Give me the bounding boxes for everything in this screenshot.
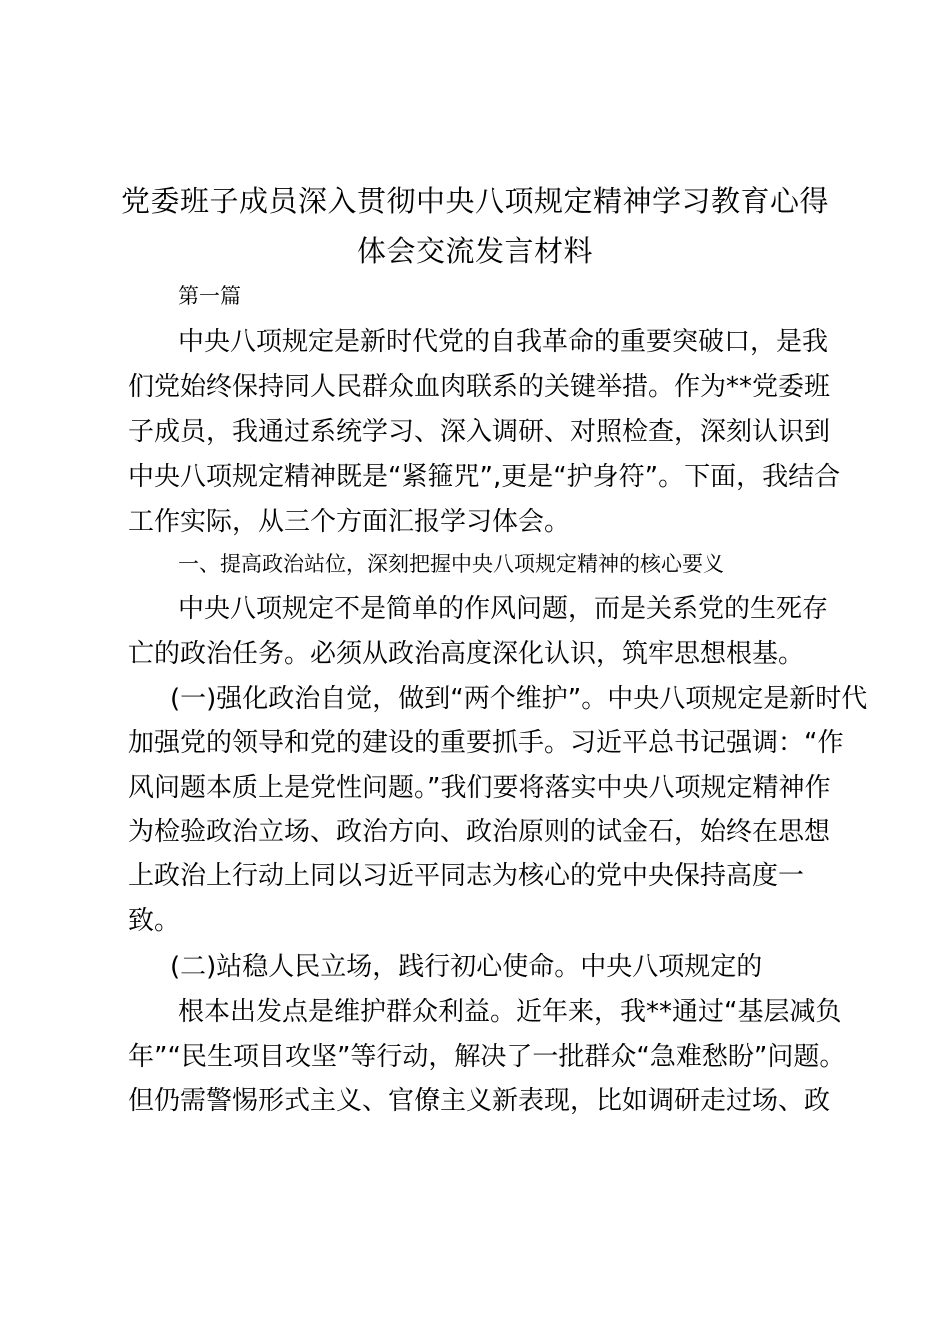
- subsection2-line-3: 年”“民生项目攻坚”等行动，解决了一批群众“急难愁盼”问题。: [128, 1042, 846, 1072]
- document-title-line-2: 体会交流发言材料: [356, 234, 593, 268]
- intro-line-2: 们党始终保持同人民群众血肉联系的关键举措。作为**党委班: [128, 372, 831, 402]
- intro-line-4: 中央八项规定精神既是“紧箍咒”,更是“护身符”。下面，我结合: [128, 462, 841, 492]
- chapter-label: 第一篇: [178, 284, 241, 308]
- subsection1-line-5: 上政治上行动上同以习近平同志为核心的党中央保持高度一: [128, 861, 805, 891]
- intro-line-3: 子成员，我通过系统学习、深入调研、对照检查，深刻认识到: [128, 417, 831, 447]
- document-title-line-1: 党委班子成员深入贯彻中央八项规定精神学习教育心得: [120, 184, 829, 218]
- section1-line-2: 亡的政治任务。必须从政治高度深化认识，筑牢思想根基。: [128, 639, 805, 669]
- subsection1-line-3: 风问题本质上是党性问题。”我们要将落实中央八项规定精神作: [128, 773, 831, 803]
- subsection1-line-4: 为检验政治立场、政治方向、政治原则的试金石，始终在思想: [128, 817, 831, 847]
- section-heading-1: 一、提高政治站位，深刻把握中央八项规定精神的核心要义: [178, 552, 724, 576]
- subsection1-line-2: 加强党的领导和党的建设的重要抓手。习近平总书记强调：“作: [128, 728, 844, 758]
- intro-line-5: 工作实际，从三个方面汇报学习体会。: [128, 507, 571, 537]
- subsection1-line-6: 致。: [128, 906, 181, 936]
- section1-line-1: 中央八项规定不是简单的作风问题，而是关系党的生死存: [178, 594, 829, 624]
- subsection1-line-1: (一)强化政治自觉，做到“两个维护”。中央八项规定是新时代: [170, 684, 868, 714]
- subsection2-line-4: 但仍需警惕形式主义、官僚主义新表现，比如调研走过场、政: [128, 1086, 831, 1116]
- subsection2-line-2: 根本出发点是维护群众利益。近年来，我**通过“基层减负: [178, 997, 842, 1027]
- subsection2-line-1: (二)站稳人民立场，践行初心使命。中央八项规定的: [170, 952, 763, 982]
- intro-line-1: 中央八项规定是新时代党的自我革命的重要突破口，是我: [178, 327, 829, 357]
